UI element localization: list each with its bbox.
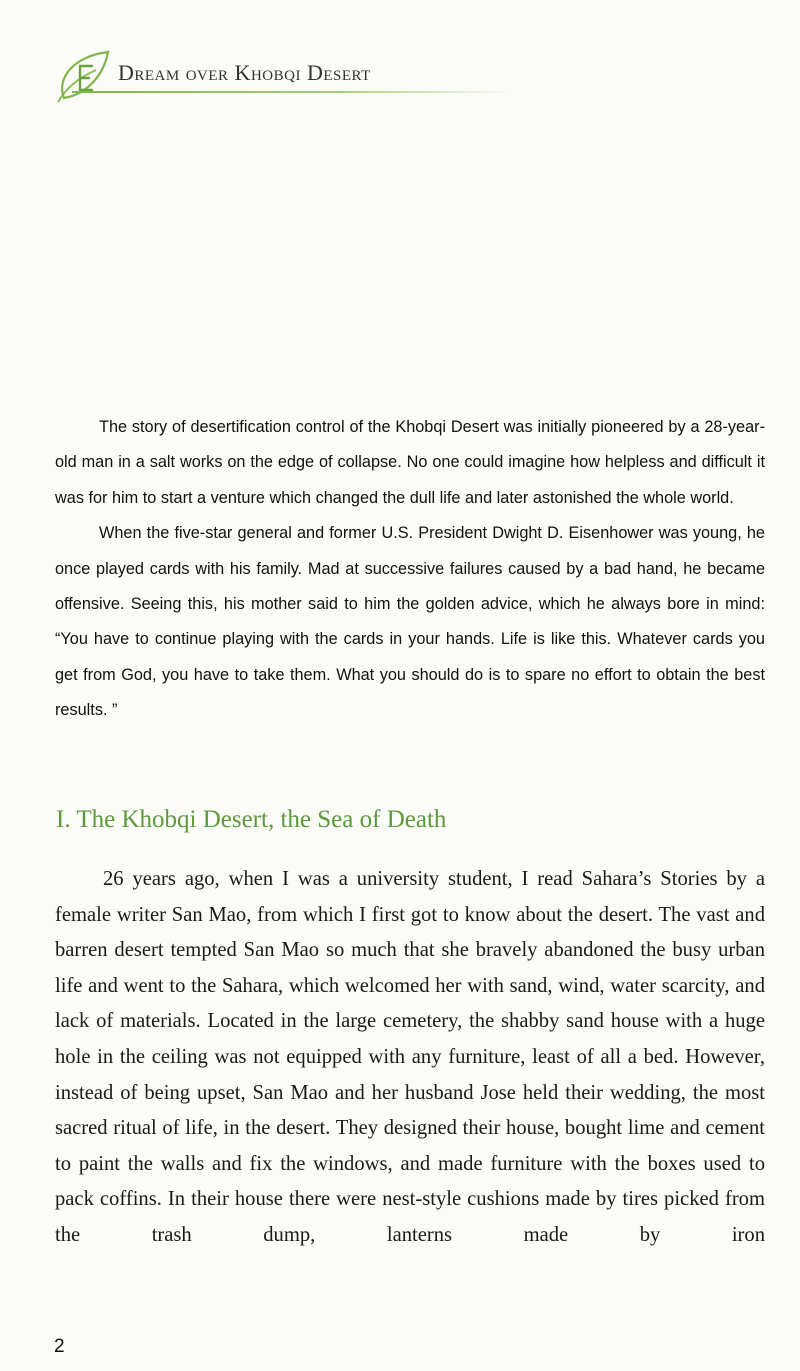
section-heading: I. The Khobqi Desert, the Sea of Death <box>56 806 447 833</box>
header-rule <box>72 91 512 93</box>
leaf-e-logo-icon <box>52 48 114 106</box>
page-number: 2 <box>54 1336 65 1357</box>
intro-section <box>55 410 765 729</box>
body-paragraph: 26 years ago, when I was a university student, I read Sahara’s Stories by a female writer San Mao, from which I first got to know about the desert. The vast and barren desert tempted San Mao so much that she bravely abandoned the busy urban life and went to the Sahara, which welcomed her with sand, wind, water scarcity, and lack of materials. Located in the large cemetery, the shabby sand house with a huge hole in the ceiling was not equipped with any furniture, least of all a bed. However, instead of being upset, San Mao and her husband Jose held their wedding, the most sacred ritual of life, in the desert. They designed their house, bought lime and cement to paint the walls and fix the windows, and made furniture with the boxes used to pack coffins. In their house there were nest-style cushions made by tires picked from the trash dump, lanterns made by iron <box>55 868 765 1246</box>
intro-paragraph: When the five-star general and former U.S. President Dwight D. Eisenhower was young, he once played cards with his family. Mad at successive failures caused by a bad hand, he became offensive. Seeing this, his mother said to him the golden advice, which he always bore in mind: “You have to continue playing with the cards in your hands. Life is like this. Whatever cards you get from God, you have to take them. What you should do is to spare no effort to obtain the best results. ” <box>55 524 765 720</box>
section-body <box>55 862 765 1254</box>
intro-paragraph: The story of desertification control of the Khobqi Desert was initially pioneered by a 28-year-old man in a salt works on the edge of collapse. No one could imagine how helpless and difficult it was for him to start a venture which changed the dull life and later astonished the whole world. <box>55 418 765 507</box>
running-title: Dream over Khobqi Desert <box>118 60 371 85</box>
running-header <box>52 48 512 108</box>
